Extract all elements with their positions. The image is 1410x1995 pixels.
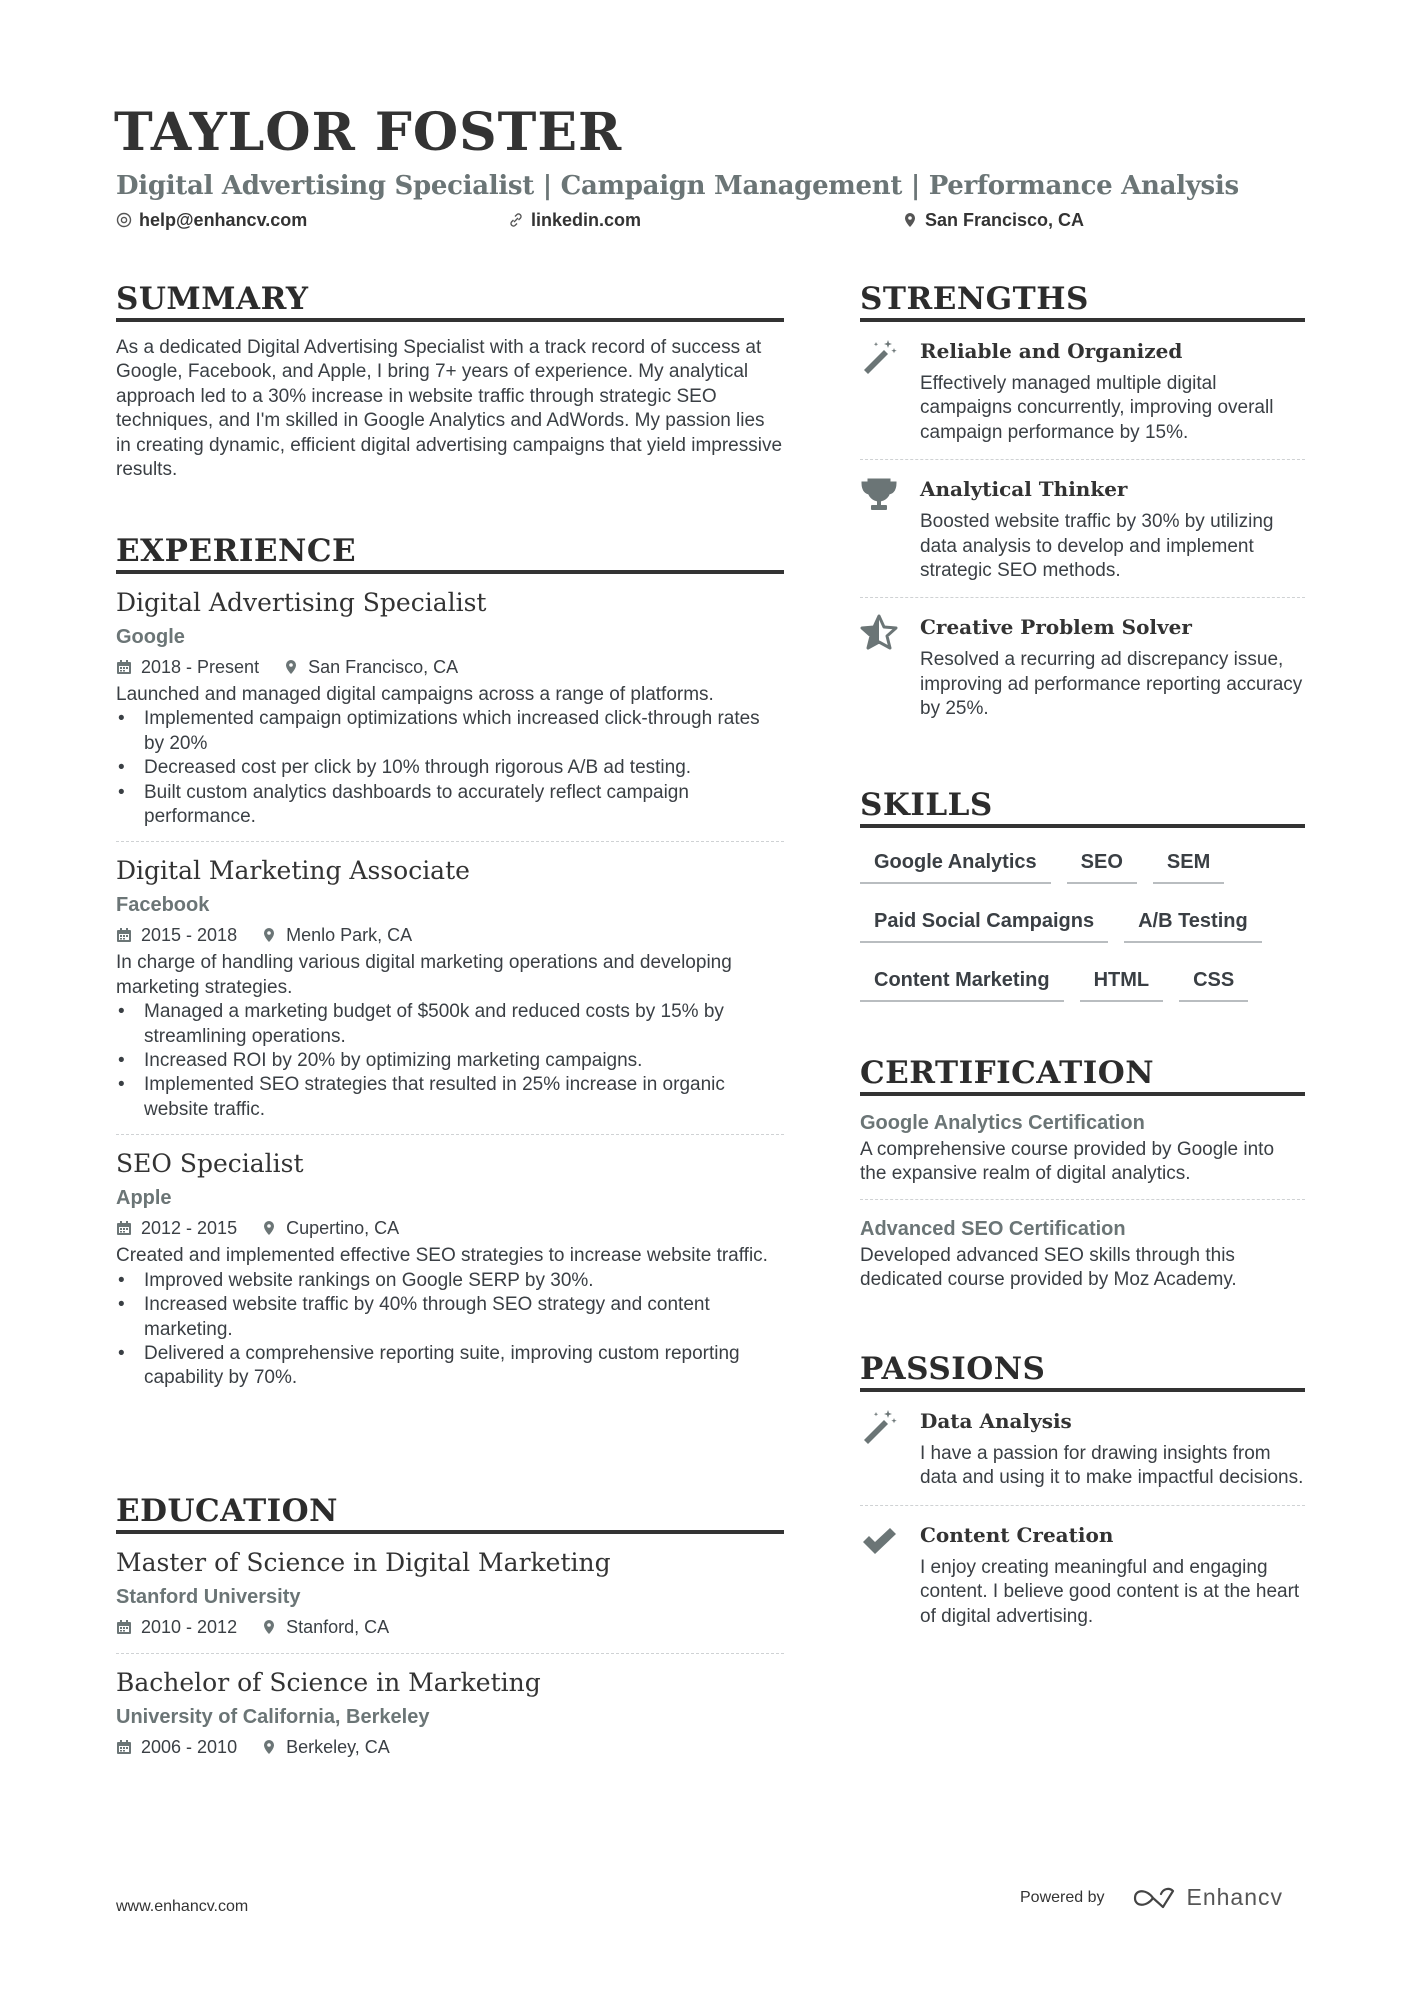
passions-item	[860, 1392, 1305, 1506]
job-bullet: • Built custom analytics dashboards to accurately reflect campaign performance.	[116, 781, 784, 830]
passions-title: Content Creation	[920, 1522, 1114, 1547]
location-pin-icon	[261, 927, 277, 943]
strengths-title: Creative Problem Solver	[920, 615, 1192, 640]
section-heading: PASSIONS	[860, 1350, 1305, 1392]
contact-linkedin[interactable]	[508, 208, 641, 232]
location-pin-icon	[261, 1220, 277, 1236]
job-title: Digital Advertising Specialist	[116, 588, 487, 617]
link-icon	[508, 212, 524, 228]
passions-item	[860, 1506, 1305, 1643]
company-name: Google	[116, 626, 185, 648]
school-name: University of California, Berkeley	[116, 1706, 430, 1728]
certification-item	[860, 1108, 1305, 1200]
strengths-item	[860, 598, 1305, 735]
job-bullet: • Implemented SEO strategies that resulted in 25% increase in organic website traffic.	[116, 1073, 784, 1122]
candidate-headline: Digital Advertising Specialist | Campaign Management | Performance Analysis	[116, 171, 1239, 201]
candidate-name: TAYLOR FOSTER	[114, 102, 623, 163]
skill-tag: SEM	[1153, 842, 1224, 884]
calendar-icon	[116, 1220, 132, 1236]
section-heading: CERTIFICATION	[860, 1054, 1305, 1096]
section-heading: EXPERIENCE	[116, 532, 784, 574]
education-item	[116, 1666, 784, 1761]
strengths-item	[860, 322, 1305, 460]
strengths-description: Boosted website traffic by 30% by utilizing data analysis to develop and implement strategic SEO methods.	[920, 511, 1274, 582]
job-dates: 2018 - Present	[141, 657, 260, 677]
passions-description: I enjoy creating meaningful and engaging content. I believe good content is at the heart of digital advertising.	[920, 1556, 1300, 1627]
section-heading: SUMMARY	[116, 280, 784, 322]
company-name: Facebook	[116, 894, 210, 917]
education-section	[116, 1492, 784, 1761]
at-icon	[116, 212, 132, 228]
education-dates: 2006 - 2010	[141, 1737, 238, 1757]
job-dates: 2012 - 2015	[141, 1218, 238, 1239]
experience-item	[116, 1147, 784, 1390]
job-title: SEO Specialist	[116, 1149, 304, 1179]
education-item	[116, 1546, 784, 1654]
school-name: Stanford University	[116, 1586, 301, 1608]
contact-location	[902, 208, 1084, 232]
job-bullet: • Increased ROI by 20% by optimizing marketing campaigns.	[116, 1049, 784, 1073]
certification-description: Developed advanced SEO skills through this dedicated course provided by Moz Academy.	[860, 1244, 1237, 1291]
magic-wand-icon	[860, 1408, 898, 1446]
job-meta	[116, 1214, 784, 1242]
calendar-icon	[116, 1739, 132, 1755]
strengths-item	[860, 460, 1305, 598]
job-bullet: • Managed a marketing budget of $500k and reduced costs by 15% by streamlining operations.	[116, 1000, 784, 1049]
calendar-icon	[116, 927, 132, 943]
enhancv-logo-text: Enhancv	[1186, 1884, 1284, 1910]
degree-title: Bachelor of Science in Marketing	[116, 1668, 541, 1697]
certification-item	[860, 1214, 1305, 1293]
section-heading: SKILLS	[860, 786, 1305, 828]
strengths-description: Resolved a recurring ad discrepancy issue, improving ad performance reporting accuracy by 25%.	[920, 649, 1303, 720]
divider	[116, 841, 784, 842]
degree-title: Master of Science in Digital Marketing	[116, 1548, 611, 1577]
contact-email[interactable]	[116, 208, 307, 232]
job-dates: 2015 - 2018	[141, 925, 238, 946]
location-pin-icon	[283, 659, 299, 675]
experience-section	[116, 532, 784, 1391]
powered-by-text: Powered by	[1020, 1888, 1105, 1906]
job-meta	[116, 653, 784, 681]
certification-section	[860, 1054, 1305, 1293]
footer-website[interactable]: www.enhancv.com	[116, 1898, 249, 1915]
section-heading: STRENGTHS	[860, 280, 1305, 322]
skill-tag: Google Analytics	[860, 842, 1051, 884]
passions-section	[860, 1350, 1305, 1643]
job-bullet: • Improved website rankings on Google SERP by 30%.	[116, 1269, 784, 1293]
location-pin-icon	[261, 1739, 277, 1755]
enhancv-logo-icon	[1131, 1885, 1177, 1911]
passions-title: Data Analysis	[920, 1409, 1072, 1433]
skill-tag: Paid Social Campaigns	[860, 901, 1108, 943]
skill-tag: SEO	[1067, 842, 1137, 884]
certification-title: Advanced SEO Certification	[860, 1217, 1126, 1240]
job-location: San Francisco, CA	[308, 657, 459, 677]
divider	[860, 1199, 1305, 1200]
location-pin-icon	[261, 1619, 277, 1635]
strengths-description: Effectively managed multiple digital campaigns concurrently, improving overall campaign performance by 15%.	[920, 373, 1274, 443]
job-bullet: • Increased website traffic by 40% through SEO strategy and content marketing.	[116, 1293, 784, 1342]
email-text: help@enhancv.com	[139, 210, 308, 230]
job-meta	[116, 921, 784, 949]
skill-tag: HTML	[1080, 960, 1164, 1002]
job-location: Menlo Park, CA	[286, 925, 413, 946]
job-bullet: • Delivered a comprehensive reporting suite, improving custom reporting capability by 70%.	[116, 1342, 784, 1391]
location-text: San Francisco, CA	[925, 210, 1085, 230]
experience-item	[116, 854, 784, 1135]
skill-tag: CSS	[1179, 960, 1248, 1002]
passions-description: I have a passion for drawing insights from data and using it to make impactful decisions.	[920, 1443, 1304, 1489]
job-location: Cupertino, CA	[286, 1218, 400, 1239]
location-pin-icon	[902, 212, 918, 228]
strengths-section	[860, 280, 1305, 736]
job-description: In charge of handling various digital marketing operations and developing marketing strategies.	[116, 952, 732, 998]
strengths-title: Reliable and Organized	[920, 339, 1183, 363]
education-location: Berkeley, CA	[286, 1737, 390, 1757]
job-description: Launched and managed digital campaigns across a range of platforms.	[116, 684, 714, 705]
company-name: Apple	[116, 1187, 172, 1210]
summary-text: As a dedicated Digital Advertising Specialist with a track record of success at Google, Facebook, and Apple, I bring 7+ years of experience. My analytical approach led to a 30% increase in website traffic through strategic SEO techniques, and I'm skilled in Google Analytics and AdWords. My passion lies in creating dynamic, efficient digital advertising campaigns that yield impressive results.	[116, 337, 783, 481]
footer-branding[interactable]	[1020, 1884, 1283, 1911]
magic-wand-icon	[860, 338, 898, 376]
calendar-icon	[116, 659, 132, 675]
job-description: Created and implemented effective SEO strategies to increase website traffic.	[116, 1245, 768, 1267]
certification-description: A comprehensive course provided by Google into the expansive realm of digital analytics.	[860, 1139, 1275, 1185]
certification-title: Google Analytics Certification	[860, 1112, 1145, 1134]
strengths-title: Analytical Thinker	[920, 477, 1128, 502]
calendar-icon	[116, 1619, 132, 1635]
trophy-icon	[860, 476, 898, 514]
job-bullet: • Implemented campaign optimizations which increased click-through rates by 20%	[116, 707, 784, 756]
skills-section	[860, 786, 1305, 1019]
experience-item	[116, 586, 784, 842]
divider	[116, 1134, 784, 1135]
star-half-icon	[860, 614, 898, 652]
summary-section	[116, 280, 784, 482]
education-meta	[116, 1613, 784, 1641]
divider	[116, 1653, 784, 1654]
education-meta	[116, 1733, 784, 1761]
linkedin-text: linkedin.com	[531, 210, 642, 230]
section-heading: EDUCATION	[116, 1492, 784, 1534]
skill-tag: A/B Testing	[1124, 901, 1262, 943]
education-location: Stanford, CA	[286, 1617, 390, 1637]
checkmark-icon	[860, 1522, 898, 1560]
job-title: Digital Marketing Associate	[116, 856, 470, 886]
education-dates: 2010 - 2012	[141, 1617, 238, 1637]
job-bullet: • Decreased cost per click by 10% through rigorous A/B ad testing.	[116, 756, 784, 780]
skill-tag: Content Marketing	[860, 960, 1064, 1002]
